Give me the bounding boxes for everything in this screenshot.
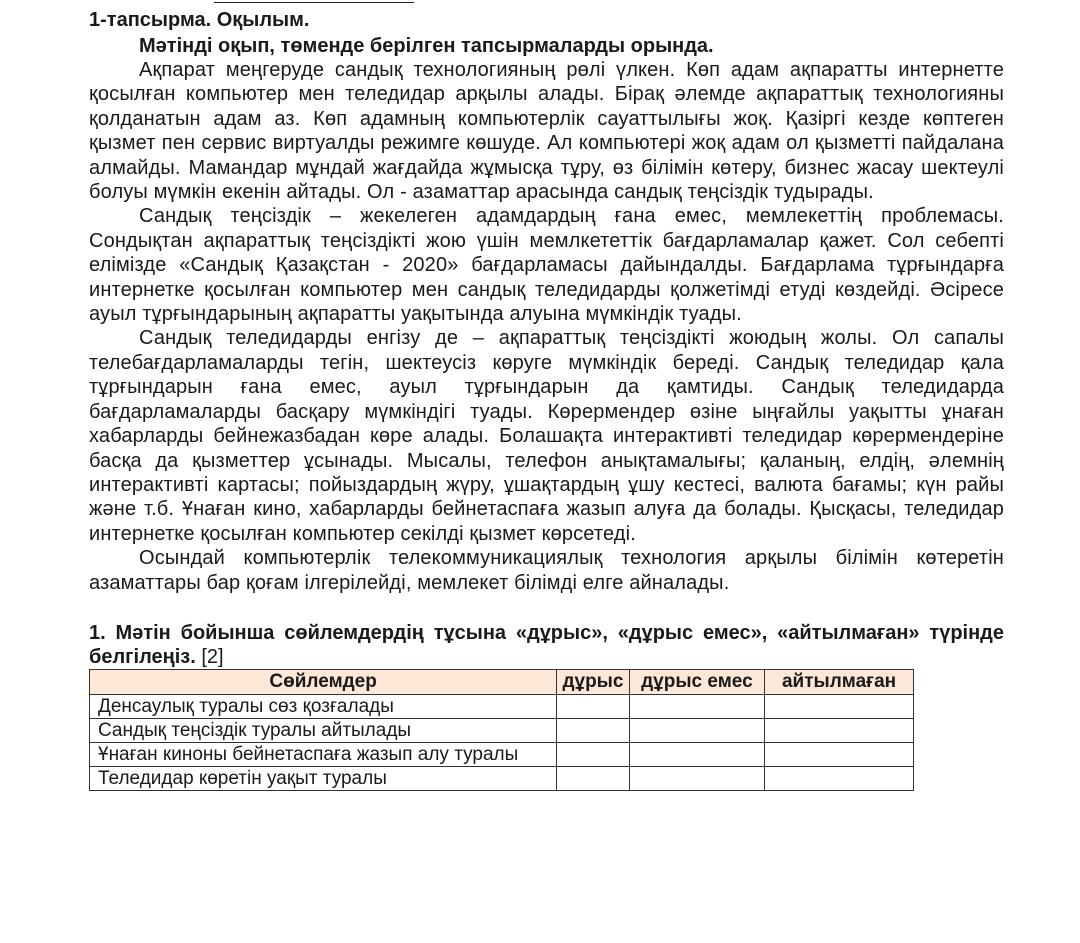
statement-cell: Ұнаған киноны бейнетаспаға жазып алу туралы [90, 742, 557, 766]
statement-cell: Денсаулық туралы сөз қозғалады [90, 694, 557, 718]
answer-cell-true[interactable] [557, 694, 629, 718]
answer-cell-false[interactable] [629, 694, 764, 718]
answer-table [89, 669, 914, 791]
answer-cell-false[interactable] [629, 718, 764, 742]
statement-cell: Сандық теңсіздік туралы айтылады [90, 718, 557, 742]
name-underline [214, 2, 414, 3]
header-false: дұрыс емес [629, 669, 764, 694]
answer-cell-not-stated[interactable] [765, 742, 914, 766]
text-paragraph-4: Осындай компьютерлік телекоммуникациялық технология арқылы білімін көтеретін азаматтары бар қоғам ілгерілейді, мемлекет білімді елге айналады. [89, 547, 1004, 594]
question-1 [89, 621, 1004, 669]
answer-cell-true[interactable] [557, 742, 629, 766]
table-row [90, 766, 914, 790]
answer-cell-not-stated[interactable] [765, 718, 914, 742]
answer-cell-true[interactable] [557, 766, 629, 790]
worksheet-page [89, 8, 1004, 791]
answer-cell-not-stated[interactable] [765, 766, 914, 790]
answer-cell-false[interactable] [629, 742, 764, 766]
task-instruction: Мәтінді оқып, төменде берілген тапсырмаларды орында. [139, 35, 714, 57]
header-not-stated: айтылмаған [765, 669, 914, 694]
answer-cell-not-stated[interactable] [765, 694, 914, 718]
table-row [90, 718, 914, 742]
question-text: 1. Мәтін бойынша сөйлемдердің тұсына «дұрыс», «дұрыс емес», «айтылмаған» түрінде белгілеңіз. [89, 621, 1004, 668]
text-paragraph-3: Сандық теледидарды енгізу де – ақпараттық теңсіздікті жоюдың жолы. Ол сапалы телебағдарламаларды тегін, шектеусіз көруге мүмкіндік береді. Сандық теледидар қала тұрғындарын ғана емес, ауыл тұрғындарын да қамтиды. Сандық теледидарда бағдарламаларды басқару мүмкіндігі туады. Көрермендер өзіне ыңғайлы уақытты ұнаған хабарларды бейнежазбадан көре алады. Болашақта интерактивті теледидар көрермендеріне басқа да қызметтер ұсынады. Мысалы, телефон анықтамалығы; қаланың, елдің, әлемнің интерактивті картасы; пойыздардың жүру, ұшақтардың ұшу кестесі, валюта бағамы; күн райы және т.б. Ұнаған кино, хабарларды бейнетаспаға жазып алуға да болады. Қысқасы, теледидар интернетке қосылған компьютер секілді қызмет көрсетеді. [89, 327, 1004, 545]
question-mark: [2] [201, 645, 224, 668]
task-heading: 1-тапсырма. Оқылым. [89, 9, 310, 31]
header-statements: Сөйлемдер [90, 669, 557, 694]
table-header-row [90, 669, 914, 694]
text-paragraph-1: Ақпарат меңгеруде сандық технологияның рөлі үлкен. Көп адам ақпаратты интернетте қосылған компьютер мен теледидар арқылы алады. Бірақ әлемде ақпараттық технологияны қолданатын адам аз. Көп адамның компьютерлік сауаттылығы жоқ. Қазіргі кезде көптеген қызмет пен сервис виртуалды режимге көшуде. Ал компьютері жоқ адам ол қызметті пайдалана алмайды. Мамандар мұндай жағдайда жұмысқа тұру, өз білімін көтеру, бизнес жасау шектеулі болуы мүмкін екенін айтады. Ол - азаматтар арасында сандық теңсіздік тудырады. [89, 59, 1004, 204]
header-true: дұрыс [557, 669, 629, 694]
statement-cell: Теледидар көретін уақыт туралы [90, 766, 557, 790]
table-row [90, 694, 914, 718]
text-paragraph-2: Сандық теңсіздік – жекелеген адамдардың ғана емес, мемлекеттің проблемасы. Сондықтан ақпараттық теңсіздікті жою үшін мемлкететтік бағдарламалар қажет. Сол себепті елімізде «Сандық Қазақстан - 2020» бағдарламасы дайындалды. Бағдарлама тұрғындарға интернетке қосылған компьютер мен сандық теледидарды қолжетімді етуді көздейді. Әсіресе ауыл тұрғындарының ақпаратты уақытында алуына мүмкіндік туады. [89, 205, 1004, 326]
answer-cell-true[interactable] [557, 718, 629, 742]
answer-cell-false[interactable] [629, 766, 764, 790]
table-row [90, 742, 914, 766]
